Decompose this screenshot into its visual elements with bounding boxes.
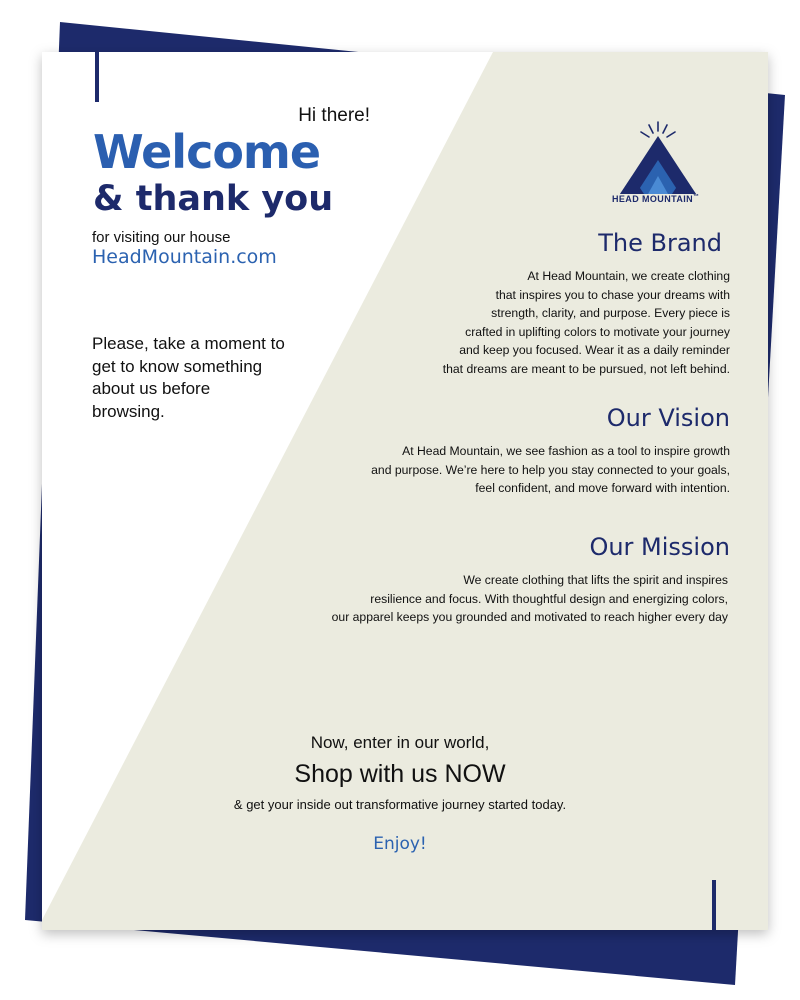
brand-line: At Head Mountain, we create clothing xyxy=(527,269,730,283)
enter-world-text: Now, enter in our world, xyxy=(310,733,490,752)
mission-line: resilience and focus. With thoughtful design and energizing colors, xyxy=(370,591,728,606)
intro-paragraph xyxy=(92,333,285,423)
brand-line: that dreams are meant to be pursued, not left behind. xyxy=(442,361,730,376)
vision-paragraph xyxy=(371,442,730,498)
thank-you-heading: & thank you xyxy=(93,179,334,219)
brand-line: that inspires you to chase your dreams with xyxy=(495,287,730,302)
vision-line: and purpose. We’re here to help you stay connected to your goals, xyxy=(371,462,730,477)
vision-line: feel confident, and move forward with intention. xyxy=(475,481,730,496)
brand-line: strength, clarity, and purpose. Every piece is xyxy=(491,306,730,321)
welcome-heading: Welcome xyxy=(93,125,321,179)
mission-line: our apparel keeps you grounded and motivated to reach higher every day xyxy=(331,610,728,625)
shop-now-heading[interactable]: Shop with us NOW xyxy=(294,760,506,788)
intro-line: get to know something xyxy=(92,356,263,376)
mission-heading: Our Mission xyxy=(589,533,730,561)
greeting-text: Hi there! xyxy=(298,105,370,126)
mission-line: We create clothing that lifts the spirit and inspires xyxy=(463,573,728,587)
brand-paragraph xyxy=(443,267,730,379)
vision-line: At Head Mountain, we see fashion as a tool to inspire growth xyxy=(402,444,730,458)
intro-line: browsing. xyxy=(92,401,165,421)
intro-line: about us before xyxy=(92,379,211,398)
bottom-right-accent-bar xyxy=(712,880,716,930)
journey-text: & get your inside out transformative journey started today. xyxy=(233,797,567,812)
website-link[interactable]: HeadMountain.com xyxy=(92,246,277,268)
brand-line: crafted in uplifting colors to motivate your journey xyxy=(465,324,730,339)
top-left-accent-bar xyxy=(95,52,99,102)
vision-heading: Our Vision xyxy=(606,404,730,432)
intro-line: Please, take a moment to xyxy=(92,334,285,353)
logo-wordmark xyxy=(612,194,699,204)
mission-paragraph xyxy=(332,571,728,627)
logo-trademark: ™ xyxy=(693,194,700,200)
logo-name: HEAD MOUNTAIN xyxy=(612,194,694,204)
visiting-text: for visiting our house xyxy=(92,229,231,246)
brand-line: and keep you focused. Wear it as a daily reminder xyxy=(459,343,730,358)
brand-heading: The Brand xyxy=(598,229,722,257)
enjoy-text: Enjoy! xyxy=(373,834,427,854)
